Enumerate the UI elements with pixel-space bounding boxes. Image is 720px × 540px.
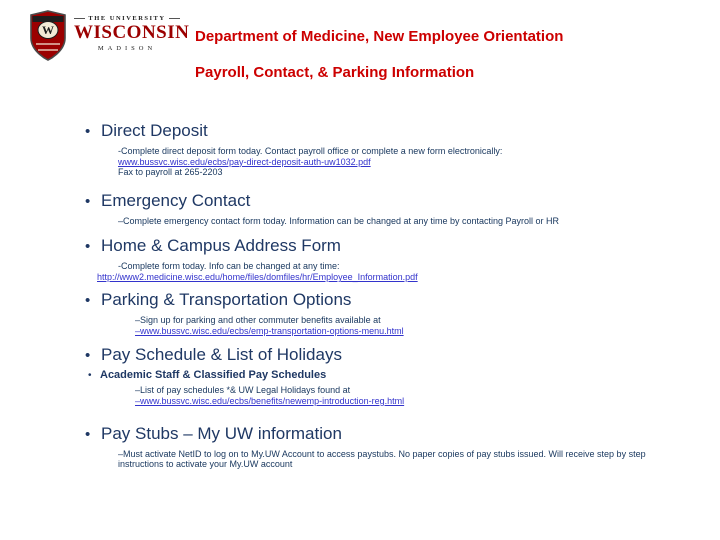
section-direct-deposit <box>85 120 691 178</box>
logo-the-university: THE UNIVERSITY <box>74 15 180 22</box>
section-heading: Pay Stubs – My UW information <box>101 423 342 443</box>
section-heading: Emergency Contact <box>101 190 251 210</box>
bullet-icon: • <box>85 291 91 309</box>
section-home-campus-address <box>85 235 691 283</box>
slide-body <box>85 120 691 478</box>
section-heading: Direct Deposit <box>101 121 208 140</box>
crest-letter: W <box>42 23 54 37</box>
detail-text: –List of pay schedules *& UW Legal Holidays found at <box>135 385 351 396</box>
logo-text <box>74 10 190 52</box>
logo-madison: MADISON <box>97 44 157 52</box>
detail-text: –Must activate NetID to log on to My.UW Account to access paystubs. No paper copies of pay stubs issued. Will receive step by step instructions to activate your My.UW account <box>118 448 646 470</box>
newemp-introduction-link[interactable]: –www.bussvc.wisc.edu/ecbs/benefits/newemp-introduction-reg.html <box>135 395 405 406</box>
uw-logo <box>28 10 190 62</box>
sub-heading: Academic Staff & Classified Pay Schedules <box>100 369 327 382</box>
detail-text: -Complete form today. Info can be changed at any time: <box>118 260 340 271</box>
detail-text: –Complete emergency contact form today. Information can be changed at any time by contacting Payroll or HR <box>118 216 560 227</box>
transportation-options-link[interactable]: –www.bussvc.wisc.edu/ecbs/emp-transportation-options-menu.html <box>135 325 404 336</box>
slide-subtitle: Payroll, Contact, & Parking Information <box>195 64 475 81</box>
section-heading: Parking & Transportation Options <box>101 289 352 309</box>
uw-crest-icon <box>28 10 68 62</box>
section-heading: Pay Schedule & List of Holidays <box>101 345 342 365</box>
section-heading: Home & Campus Address Form <box>101 235 341 255</box>
detail-text: Fax to payroll at 265-2203 <box>118 167 223 178</box>
sub-bullet-row <box>88 369 691 381</box>
slide-titles <box>195 28 563 100</box>
detail-text: –Sign up for parking and other commuter benefits available at <box>135 315 381 326</box>
section-pay-schedule-holidays <box>85 344 691 406</box>
employee-information-pdf-link[interactable]: http://www2.medicine.wisc.edu/home/files/domfiles/hr/Employee_Information.pdf <box>97 272 418 283</box>
section-emergency-contact <box>85 190 691 227</box>
sub-bullet-icon: • <box>88 370 92 382</box>
slide-title: Department of Medicine, New Employee Orientation <box>195 28 564 45</box>
detail-text: -Complete direct deposit form today. Contact payroll office or complete a new form electronically: <box>118 146 503 157</box>
bullet-icon: • <box>85 425 91 443</box>
bullet-icon: • <box>85 237 91 255</box>
logo-wisconsin: WISCONSIN <box>74 22 190 43</box>
bullet-icon: • <box>85 347 91 365</box>
direct-deposit-form-link[interactable]: www.bussvc.wisc.edu/ecbs/pay-direct-deposit-auth-uw1032.pdf <box>118 156 371 167</box>
bullet-icon: • <box>85 123 91 140</box>
section-parking-transportation <box>85 289 691 336</box>
bullet-icon: • <box>85 192 91 210</box>
section-pay-stubs-myuw <box>85 423 691 470</box>
